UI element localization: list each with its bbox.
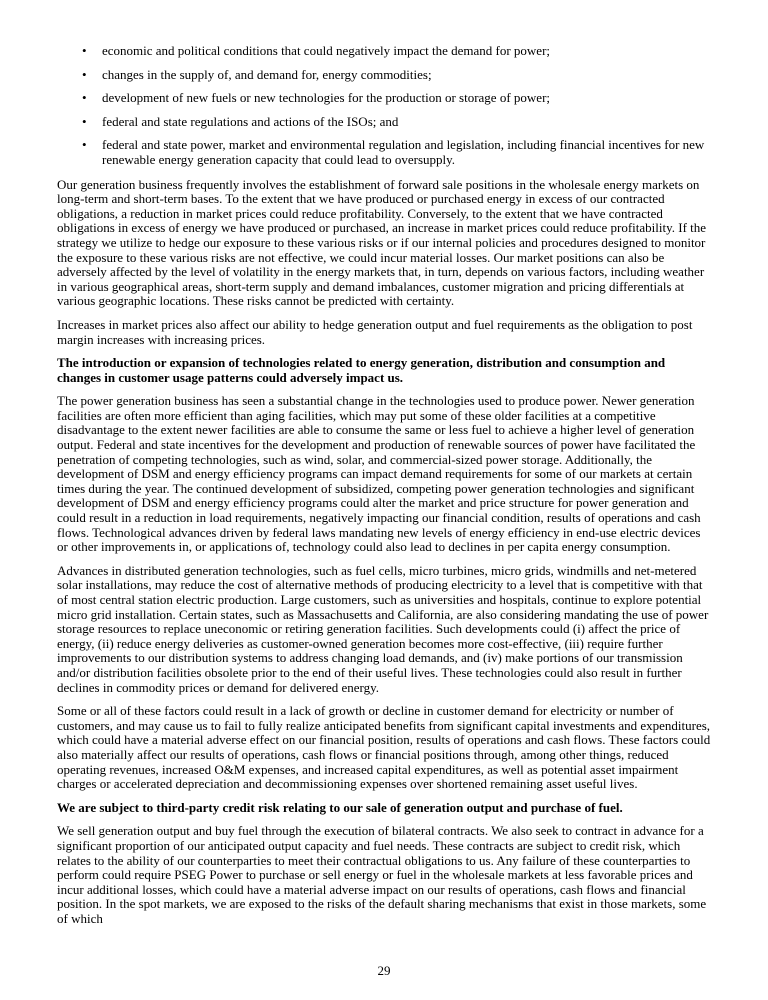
paragraph-power-generation-change: The power generation business has seen a substantial change in the technologies used to produce power. Newer generation facilities are often more efficient than aging facilities, which may put some of these older facilities at a competitive disadvantage to the extent newer facilities are able to consume the same or less fuel to achieve a higher level of generation output. Federal and state incentives for the development and production of renewable sources of power have facilitated the penetration of competing technologies, such as wind, solar, and commercial-sized power storage. Additionally, the development of DSM and energy efficiency programs can impact demand requirements for some of our markets at certain times during the year. The continued development of subsidized, competing power generation technologies and significant development of DSM and energy efficiency programs could alter the market and price structure for power generation and could result in a reduction in load requirements, negatively impacting our financial condition, results of operations and cash flows. Technological advances driven by federal laws mandating new levels of energy efficiency in end-use electric devices or other improvements in, or applications of, technology could also lead to declines in per capita energy consumption. [57, 393, 701, 555]
paragraph-distributed-generation: Advances in distributed generation technologies, such as fuel cells, micro turbines, micro grids, windmills and net-metered solar installations, may reduce the cost of alternative methods of producing electricity to a level that is competitive with that of most central station electric production. Large customers, such as universities and hospitals, continue to explore potential micro grid installation. Certain states, such as Massachusetts and California, are also considering mandating the use of power storage resources to replace uneconomic or retiring generation facilities. Such developments could (i) affect the price of energy, (ii) reduce energy deliveries as customer-owned generation becomes more cost-effective, (iii) require further improvements to our distribution systems to address changing load demands, and (iv) make portions of our transmission and/or distribution facilities obsolete prior to the end of their useful lives. These technologies could also result in further declines in commodity prices or demand for delivered energy. [57, 562, 709, 695]
paragraph-demand-decline-effects: Some or all of these factors could result in a lack of growth or decline in customer demand for electricity or number of customers, and may cause us to fail to fully realize anticipated benefits from significant capital investments and expenditures, which could have a material adverse effect on our financial position, results of operations and cash flows. These factors could also materially affect our results of operations, cash flows or financial positions through, among other things, reduced operating revenues, increased O&M expenses, and increased capital expenditures, as well as potential asset impairment charges or accelerated depreciation and decommissioning expenses over shortened remaining asset useful lives. [57, 703, 711, 792]
bullet-text: development of new fuels or new technologies for the production or storage of power; [102, 90, 551, 106]
risk-bullet-list [57, 44, 711, 168]
bullet-text: federal and state power, market and environmental regulation and legislation, including financial incentives for new renewable energy generation capacity that could lead to oversupply. [102, 137, 705, 167]
paragraph-bilateral-contracts: We sell generation output and buy fuel through the execution of bilateral contracts. We also seek to contract in advance for a significant proportion of our anticipated output capacity and fuel needs. These contracts are subject to credit risk, which relates to the ability of our counterparties to meet their contractual obligations to us. Any failure of these counterparties to perform could require PSEG Power to purchase or sell energy or fuel in the wholesale markets at less favorable prices and incur additional losses, which could have a material adverse impact on our results of operations, cash flows and financial position. In the spot markets, we are exposed to the risks of the default sharing mechanisms that exist in those markets, some of which [57, 823, 707, 926]
heading-credit-risk: We are subject to third-party credit risk relating to our sale of generation output and purchase of fuel. [57, 799, 623, 815]
bullet-icon: • [82, 113, 87, 129]
bullet-icon: • [82, 90, 87, 106]
bullet-text: federal and state regulations and actions of the ISOs; and [102, 113, 399, 129]
bullet-icon: • [82, 137, 87, 153]
bullet-icon: • [82, 43, 87, 58]
bullet-text: changes in the supply of, and demand for, energy commodities; [102, 66, 432, 82]
list-item [57, 115, 711, 130]
heading-technologies-risk: The introduction or expansion of technologies related to energy generation, distribution and consumption and changes in customer usage patterns could adversely impact us. [57, 355, 666, 385]
paragraph-margin-increases: Increases in market prices also affect our ability to hedge generation output and fuel requirements as the obligation to post margin increases with increasing prices. [57, 316, 693, 347]
list-item [57, 44, 711, 59]
bullet-text: economic and political conditions that could negatively impact the demand for power; [102, 43, 551, 58]
bullet-icon: • [82, 66, 87, 82]
list-item [57, 91, 711, 106]
list-item [57, 68, 711, 83]
list-item [57, 138, 711, 167]
page-number: 29 [377, 963, 391, 979]
paragraph-market-positions: Our generation business frequently involves the establishment of forward sale positions in the wholesale energy markets on long-term and short-term bases. To the extent that we have produced or purchased energy in excess of our contracted obligations, a reduction in market prices could reduce profitability. Conversely, to the extent that we have contracted obligations in excess of energy we have produced or purchased, an increase in market prices could reduce profitability. If the strategy we utilize to hedge our exposure to these various risks or if our internal policies and procedures designed to monitor the exposure to these various risks are not effective, we could incur material losses. Our market positions can also be adversely affected by the level of volatility in the energy markets that, in turn, depends on various factors, including weather in various geographical areas, short-term supply and demand imbalances, customer migration and pricing differentials at various geographic locations. These risks cannot be predicted with certainty. [57, 176, 707, 309]
